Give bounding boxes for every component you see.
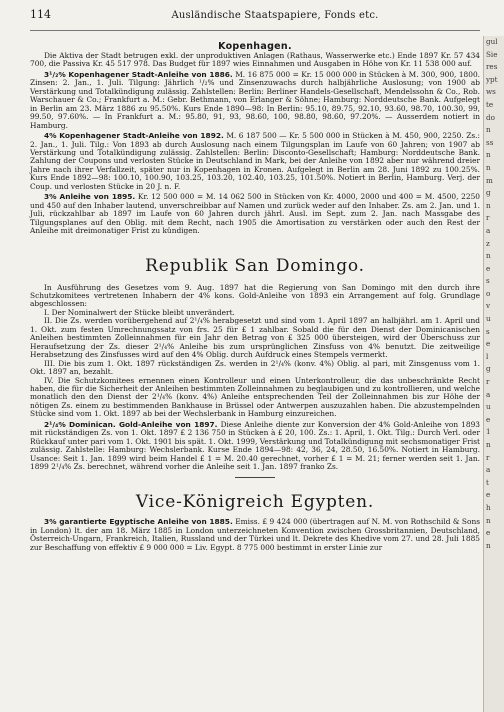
- adjacent-page-line: ws: [486, 87, 496, 97]
- paragraph-point-4: IV. Die Schutzkomitees ernennen einen Kontrolleur und einen Unterkontrolleur, die das unbeschränkte Recht haben, die für die Sicherheit der Anleihen bestimmten Zolleinnahmen zu beglaubigen und zu kontrollieren, und welche monatlich den den Dienst der 2¹/₄% (konv. 4%) Anleihe entsprechenden Teil der Zolleinnahmen bis zur Höhe der nötigen Zs. einem zu bestimmenden Bankhause in Brüssel oder Antwerpen auszuzahlen haben. Die abzustempelnden Stücke sind vom 1. Okt. 1897 ab bei der Wechslerbank in Hamburg einzureichen.: [30, 375, 480, 419]
- section-divider: [235, 477, 275, 478]
- adjacent-page-line: e: [486, 339, 491, 349]
- adjacent-page-line: e: [486, 414, 491, 424]
- paragraph-loan-1885: [30, 518, 480, 552]
- paragraph-loan-1897: [30, 421, 480, 472]
- adjacent-page-line: gul: [486, 37, 498, 46]
- loan-1885-body: Emiss. £ 9 424 000 (übertragen auf N. M. von Rothschild & Sons in London) lt. der am 18. März 1885 in London unterzeichneten Konvention zwischen Grossbritannien, Deutschland, Österreich-Ungarn, Frankreich, Italien, Russland und der Türkei und lt. Dekrete des Khedive vom 27. und 28. Juli 1885 zur Beschaffung von effektiv £ 9 000 000 = Liv. Egypt. 8 775 000 bestimmt in erster Linie zur: [30, 517, 480, 552]
- loan-1897-title: 2¹/₄% Dominican. Gold-Anleihe von 1897.: [44, 419, 218, 429]
- adjacent-page-line: Sie: [486, 49, 498, 59]
- paragraph-point-3: III. Die bis zum 1. Okt. 1897 rückständigen Zs. werden in 2¹/₄% (konv. 4%) Oblig. al pari, mit Zinsgenuss vom 1. Okt. 1897 an, bezahlt.: [30, 358, 480, 377]
- adjacent-page-line: a: [486, 225, 491, 235]
- adjacent-page-line: ypt: [486, 74, 498, 84]
- section-heading-kopenhagen: Kopenhagen.: [218, 41, 292, 52]
- adjacent-page-line: do: [486, 112, 495, 122]
- page-header: [30, 8, 480, 31]
- paragraph-loan-1886: [30, 71, 480, 130]
- adjacent-page-line: n: [486, 515, 491, 525]
- adjacent-page-line: r: [486, 213, 490, 223]
- adjacent-page-line: n: [486, 200, 491, 210]
- adjacent-page-line: h: [486, 502, 491, 512]
- loan-1892-body: M. 6 187 500 — Kr. 5 500 000 in Stücken à M. 450, 900, 2250. Zs.: 2. Jan., 1. Juli. Tilg.: Von 1893 ab durch Auslosung nach einem Tilgungsplan im Laufe von 60 Jahren; von 1907 ab Verstärkung und Totalkündigung zulässig. Zahlstellen: Berlin: Disconto-Gesellschaft; Hamburg: Norddeutsche Bank. Zahlung der Coupons und verlosten Stücke in Deutschland in Mark, bei der Anleihe von 1892 aber nur während dreier Jahre nach ihrer Verfallzeit, später nur in Kopenhagen in Kronen. Aufgelegt in Berlin am 28. Juni 1892 zu 100.25%. Kurs Ende 1892—98: 100.10, 100.90, 103.25, 103.20, 102.40, 103.25, 101.50%. Notiert in Berlin, Hamburg. Verj. der Coup. und verlosten Stücke in 20 J. n. F.: [30, 131, 480, 191]
- loan-1885-title: 3% garantierte Egyptische Anleihe von 1885.: [44, 517, 233, 527]
- adjacent-page-line: a: [486, 465, 491, 475]
- adjacent-page-line: s: [486, 276, 490, 286]
- loan-1895-body: Kr. 12 500 000 = M. 14 062 500 in Stücken von Kr. 4000, 2000 und 400 = M. 4500, 2250 und 450 auf den Inhaber lautend, unverschreibbar auf Namen und zurück weder auf den Inhaber. Zs. am 2. Jan. und 1. Juli, rückzahlbar ab 1897 im Laufe von 60 Jahren durch jährl. Ausl. im Sept. zum 2. Jan. nach Massgabe des Tilgungsplanes auf den Oblig. mit dem Recht, nach 1905 die Amortisation zu verstärken oder auch den Rest der Anleihe mit dreimonatiger Frist zu kündigen.: [30, 192, 480, 236]
- adjacent-page-line: a: [486, 389, 491, 399]
- adjacent-page-line: u: [486, 402, 491, 412]
- adjacent-page-line: n: [486, 251, 491, 261]
- paragraph-san-domingo-intro: In Ausführung des Gesetzes vom 9. Aug. 1897 hat die Regierung von San Domingo mit den durch ihre Schutzkomitees vertretenen Inhabern der 4% kons. Gold-Anleihe von 1893 ein Arrangement auf folg. Grundlage abgeschlossen:: [30, 282, 480, 309]
- adjacent-page-line: n: [486, 540, 491, 550]
- adjacent-page-line: te: [486, 99, 494, 109]
- adjacent-page-line: t: [486, 477, 489, 487]
- adjacent-page-line: n: [486, 125, 491, 135]
- paragraph-loan-1895: [30, 193, 480, 235]
- adjacent-page-line: e: [486, 490, 491, 500]
- section-title-egypt: Vice-Königreich Egypten.: [135, 492, 375, 513]
- adjacent-page-line: res: [486, 62, 498, 72]
- adjacent-page-line: n: [486, 150, 491, 160]
- paragraph-loan-1892: [30, 132, 480, 191]
- loan-1892-title: 4% Kopenhagener Stadt-Anleihe von 1892.: [44, 131, 224, 141]
- loan-1895-title: 3% Anleihe von 1895.: [44, 192, 136, 202]
- section-title-san-domingo: Republik San Domingo.: [145, 255, 365, 276]
- loan-1897-body: Diese Anleihe diente zur Konversion der 4% Gold-Anleihe von 1893 mit rückständigen Zs. von 1. Okt. 1897 £ 2 136 750 in Stücken à £ 20, 100. Zs.: 1. April, 1. Okt. Tilg.: Durch Verl. oder Rückkauf unter pari vom 1. Okt. 1901 bis spät. 1. Okt. 1999, Verstärkung und Totalkündigung mit sechsmonatiger Frist zulässig. Zahlstelle: Hamburg: Wechslerbank. Kurse Ende 1894—98: 42, 36, 24, 28.50, 16.50%. Notiert in Hamburg. Usance: Seit 1. Jan. 1899 wird beim Handel £ 1 = M. 20.40 gerechnet, vorher £ 1 = M. 21; ferner werden seit 1. Jan. 1899 2¹/₄% Zs. berechnet, während vorher die Anleihe seit 1. Jan. 1897 franko Zs.: [30, 419, 480, 472]
- adjacent-page-line: ss: [486, 137, 494, 147]
- adjacent-page-line: n: [486, 162, 491, 172]
- adjacent-page-line: l: [486, 351, 489, 361]
- paragraph-point-2: II. Die Zs. werden vorübergehend auf 2¹/₄% herabgesetzt und sind vom 1. April 1897 an halbjährl. am 1. April und 1. Okt. zum festen Umrechnungssatz von frs. 25 für £ 1 zahlbar. Sobald die für den Dienst der Dominicanischen Anleihen bestimmten Zolleinnahmen für ein Jahr den Betrag von £ 325 000 übersteigen, wird der Überschuss zur Heraufsetzung der Zs. dieser 2¹/₄% Anleihe bis zum ursprünglichen Zinsfuss von 4% benutzt. Die zeitweilige Herabsetzung des Zinsfusses wird auf den 4% Oblig. durch Aufdruck eines Stempels vermerkt.: [30, 316, 480, 360]
- adjacent-page-line: r: [486, 452, 490, 462]
- adjacent-page-line: v: [486, 301, 491, 311]
- paragraph-point-1: I. Der Nominalwert der Stücke bleibt unverändert.: [44, 307, 235, 317]
- adjacent-page-line: g: [486, 188, 491, 198]
- adjacent-page-line: g: [486, 364, 491, 374]
- adjacent-page-line: 1: [486, 427, 491, 437]
- running-title: Ausländische Staatspapiere, Fonds etc.: [171, 10, 379, 21]
- adjacent-page-line: z: [486, 238, 490, 248]
- loan-1886-title: 3¹/₂% Kopenhagener Stadt-Anleihe von 1886.: [44, 69, 233, 79]
- adjacent-page-line: u: [486, 314, 491, 324]
- paragraph-kopenhagen-intro: Die Aktiva der Stadt betrugen exkl. der unproduktiven Anlagen (Rathaus, Wasserwerke etc.) Ende 1897 Kr. 57 434 700, die Passiva Kr. 45 517 978. Das Budget für 1897 wies Einnahmen und Ausgaben in Höhe von Kr. 11 538 000 auf.: [30, 51, 480, 69]
- adjacent-page-line: o: [486, 288, 491, 298]
- page-main-column: [30, 8, 480, 552]
- adjacent-page-line: e: [486, 263, 491, 273]
- adjacent-page-line: s: [486, 326, 490, 336]
- page-number: 114: [30, 8, 51, 21]
- adjacent-page-line: m: [486, 175, 493, 185]
- loan-1886-body: M. 16 875 000 = Kr. 15 000 000 in Stücken à M. 300, 900, 1800. Zinsen: 2. Jan., 1. Juli. Tilgung: Jährlich ¹/₂% und Zinsenzuwachs durch halbjährliche Auslosung; von 1900 ab Verstärkung und Totalkündigung zulässig. Zahlstellen: Berlin: Berliner Handels-Gesellschaft, Mendelssohn & Co., Rob. Warschauer & Co.; Frankfurt a. M.: Gebr. Bethmann, von Erlanger & Söhne; Hamburg: Norddeutsche Bank. Aufgelegt in Berlin am 23. März 1886 zu 95.50%. Kurs Ende 1890—98: In Berlin: 95.10, 89.75, 92.10, 93.60, 98.70, 100.30, 99, 99.50, 97.60%. — In Frankfurt a. M.: 95.80, 91, 93, 98.60, 100, 98.80, 98.60, 97.20%. — Ausserdem notiert in Hamburg.: [30, 69, 481, 130]
- adjacent-page-line: n: [486, 440, 491, 449]
- adjacent-page-line: r: [486, 377, 490, 387]
- adjacent-page-line: e: [486, 528, 491, 538]
- adjacent-page-edge: [483, 36, 504, 712]
